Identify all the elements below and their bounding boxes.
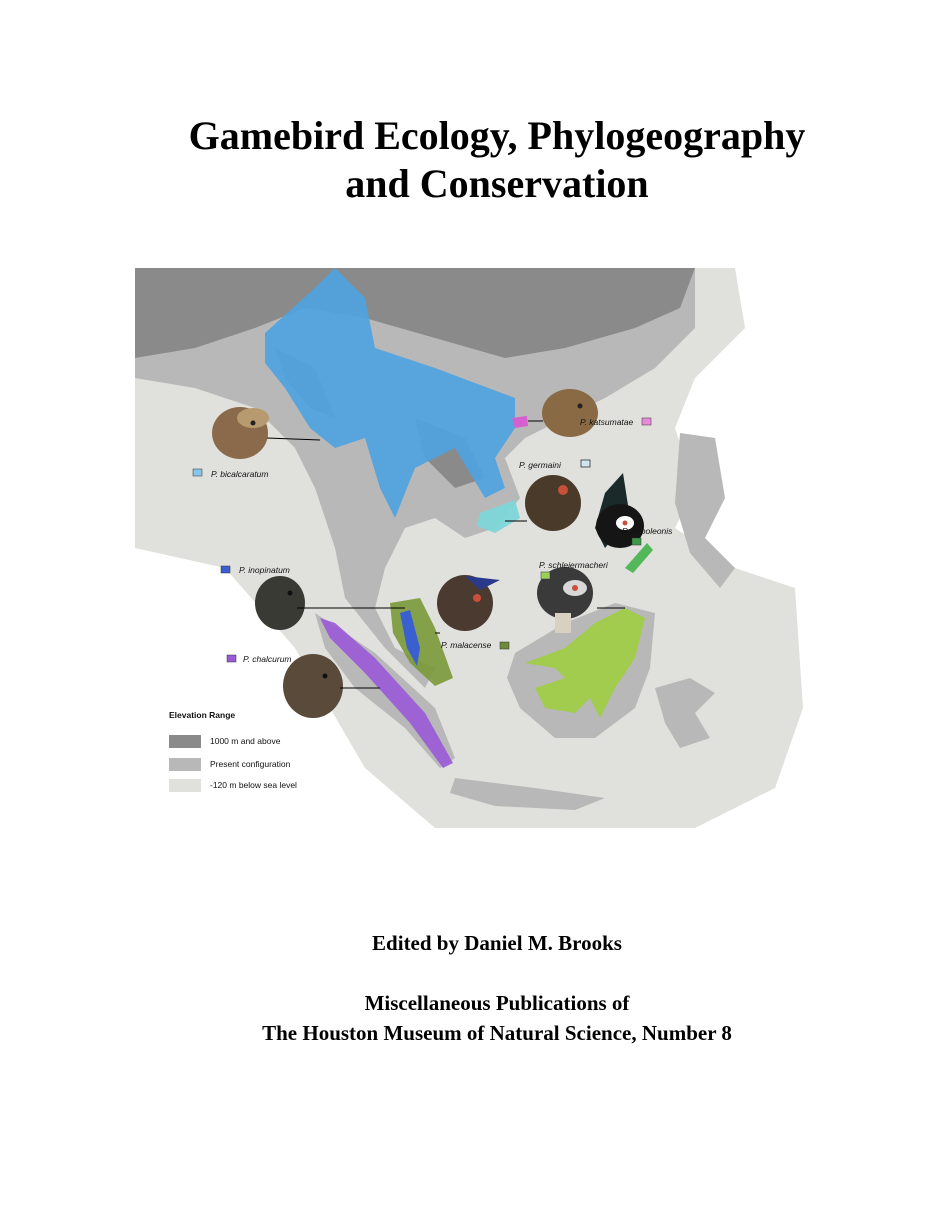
legend-swatch-present — [169, 758, 201, 771]
title-line-1: Gamebird Ecology, Phylogeography — [188, 113, 806, 158]
label-germaini: P. germaini — [519, 460, 561, 470]
swatch-katsumatae — [642, 418, 651, 425]
swatch-malacense — [500, 642, 509, 649]
legend-swatch-shelf — [169, 779, 201, 792]
legend-label-present: Present configuration — [210, 759, 291, 769]
publication-info — [0, 988, 928, 1048]
legend-swatch-high — [169, 735, 201, 748]
cover-map-figure — [135, 268, 803, 828]
label-chalcurum: P. chalcurum — [243, 654, 292, 664]
swatch-germaini — [581, 460, 590, 467]
label-inopinatum: P. inopinatum — [239, 565, 290, 575]
publication-line-1: Miscellaneous Publications of — [364, 991, 630, 1015]
swatch-bicalcaratum — [193, 469, 202, 476]
label-napoleonis: P. napoleonis — [622, 526, 673, 536]
legend-title: Elevation Range — [169, 710, 236, 720]
label-bicalcaratum: P. bicalcaratum — [211, 469, 269, 479]
editor-line: Edited by Daniel M. Brooks — [372, 931, 622, 955]
southeast-asia-map — [135, 268, 803, 828]
publication-line-2: The Houston Museum of Natural Science, Number 8 — [262, 1021, 732, 1045]
label-katsumatae: P. katsumatae — [580, 417, 634, 427]
swatch-napoleonis — [632, 538, 641, 545]
label-malacense: P. malacense — [441, 640, 492, 650]
legend-label-shelf: -120 m below sea level — [210, 780, 297, 790]
swatch-schleiermacheri — [541, 572, 550, 579]
label-schleiermacheri: P. schleiermacheri — [539, 560, 608, 570]
title-line-2: and Conservation — [345, 161, 649, 206]
book-title — [0, 112, 928, 208]
swatch-chalcurum — [227, 655, 236, 662]
legend-label-high: 1000 m and above — [210, 736, 281, 746]
swatch-inopinatum — [221, 566, 230, 573]
